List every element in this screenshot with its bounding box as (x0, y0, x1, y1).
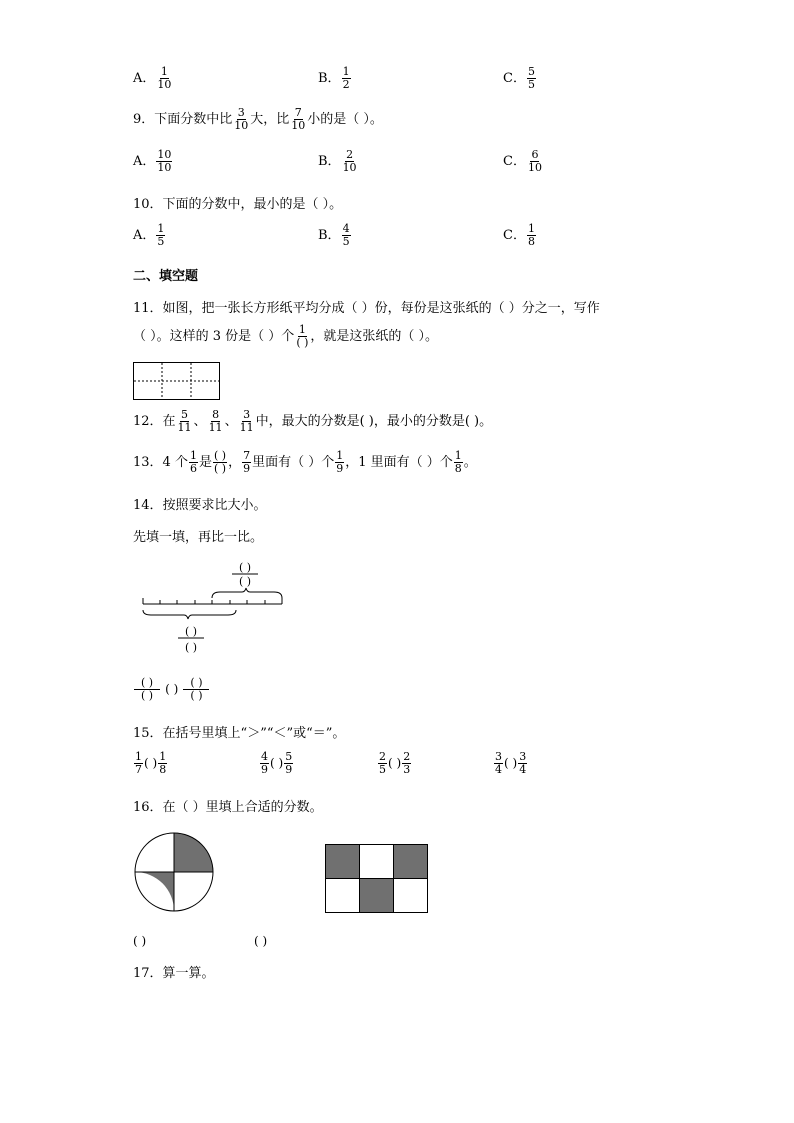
q9-option-c: C． $\frac{6}{10}$ (503, 148, 542, 174)
q9-option-b: B． $\frac{2}{10}$ (318, 148, 357, 174)
q16-blank-1[interactable]: ( ) (133, 934, 147, 948)
q8-option-c: C． $\frac{5}{5}$ (503, 65, 535, 91)
q8-option-b: B． $\frac{1}{2}$ (318, 65, 350, 91)
q13-question: 13．4 个 $\frac{1}{6}$ 是 $\frac{( )}{( )}$ ， $\frac{7}{9}$ 里面有（ ）个 $\frac{1}{9}$ ，1 里面有（ ）个 $\frac{1}{8}$ 。 (133, 449, 477, 475)
fraction: $\frac{5}{5}$ (527, 65, 535, 91)
q10-option-a: A． $\frac{1}{5}$ (133, 222, 165, 248)
q16-circle-figure (134, 832, 214, 912)
q15-item-2: $\frac{4}{9}$ ( ) $\frac{5}{9}$ (261, 750, 293, 776)
q15-item-3: $\frac{2}{5}$ ( ) $\frac{2}{3}$ (379, 750, 411, 776)
q11-line1: 11．如图，把一张长方形纸平均分成（ ）份，每份是这张纸的（ ）分之一，写作 (133, 301, 600, 316)
q11-line2: （ ）。这样的 3 份是（ ）个 $\frac{1}{( )}$ ，就是这张纸的（ ）。 (133, 323, 439, 349)
q14-compare: $\frac{( )}{( )}$ ( ) $\frac{( )}{( )}$ (133, 677, 210, 702)
svg-text:( ): ( ) (238, 575, 252, 588)
q14-subtitle: 先填一填，再比一比。 (133, 530, 264, 545)
q16-title: 16．在（ ）里填上合适的分数。 (133, 800, 323, 815)
q12-question: 12．在 $\frac{5}{11}$ 、 $\frac{8}{11}$ 、 $\frac{3}{11}$ 中，最大的分数是( )，最小的分数是( )。 (133, 408, 493, 434)
fraction: $\frac{1}{2}$ (342, 65, 350, 91)
q11-rectangle-figure (133, 362, 221, 402)
q16-blank-2[interactable]: ( ) (254, 934, 268, 948)
q14-number-line-figure (140, 558, 290, 658)
q15-item-4: $\frac{3}{4}$ ( ) $\frac{3}{4}$ (495, 750, 527, 776)
section-heading: 二、填空题 (133, 269, 199, 284)
svg-text:( ): ( ) (184, 641, 198, 654)
compare-blank: ( ) (165, 682, 179, 696)
q17-title: 17．算一算。 (133, 966, 215, 981)
fraction: $\frac{1}{10}$ (157, 65, 172, 91)
svg-text:( ): ( ) (238, 561, 252, 574)
q9-question: 9．下面分数中比 $\frac{3}{10}$ 大，比 $\frac{7}{10}$ 小的是（ ）。 (133, 106, 383, 132)
q10-option-b: B． $\frac{4}{5}$ (318, 222, 350, 248)
q9-option-a: A． $\frac{10}{10}$ (133, 148, 172, 174)
q15-item-1: $\frac{1}{7}$ ( ) $\frac{1}{8}$ (135, 750, 167, 776)
q14-title: 14．按照要求比大小。 (133, 498, 267, 513)
q16-grid-figure (325, 844, 429, 914)
q10-question: 10．下面的分数中，最小的是（ ）。 (133, 197, 343, 212)
q15-title: 15．在括号里填上“＞”“＜”或“＝”。 (133, 726, 346, 741)
q8-option-a: A． $\frac{1}{10}$ (133, 65, 172, 91)
q10-option-c: C． $\frac{1}{8}$ (503, 222, 535, 248)
svg-text:( ): ( ) (184, 625, 198, 638)
